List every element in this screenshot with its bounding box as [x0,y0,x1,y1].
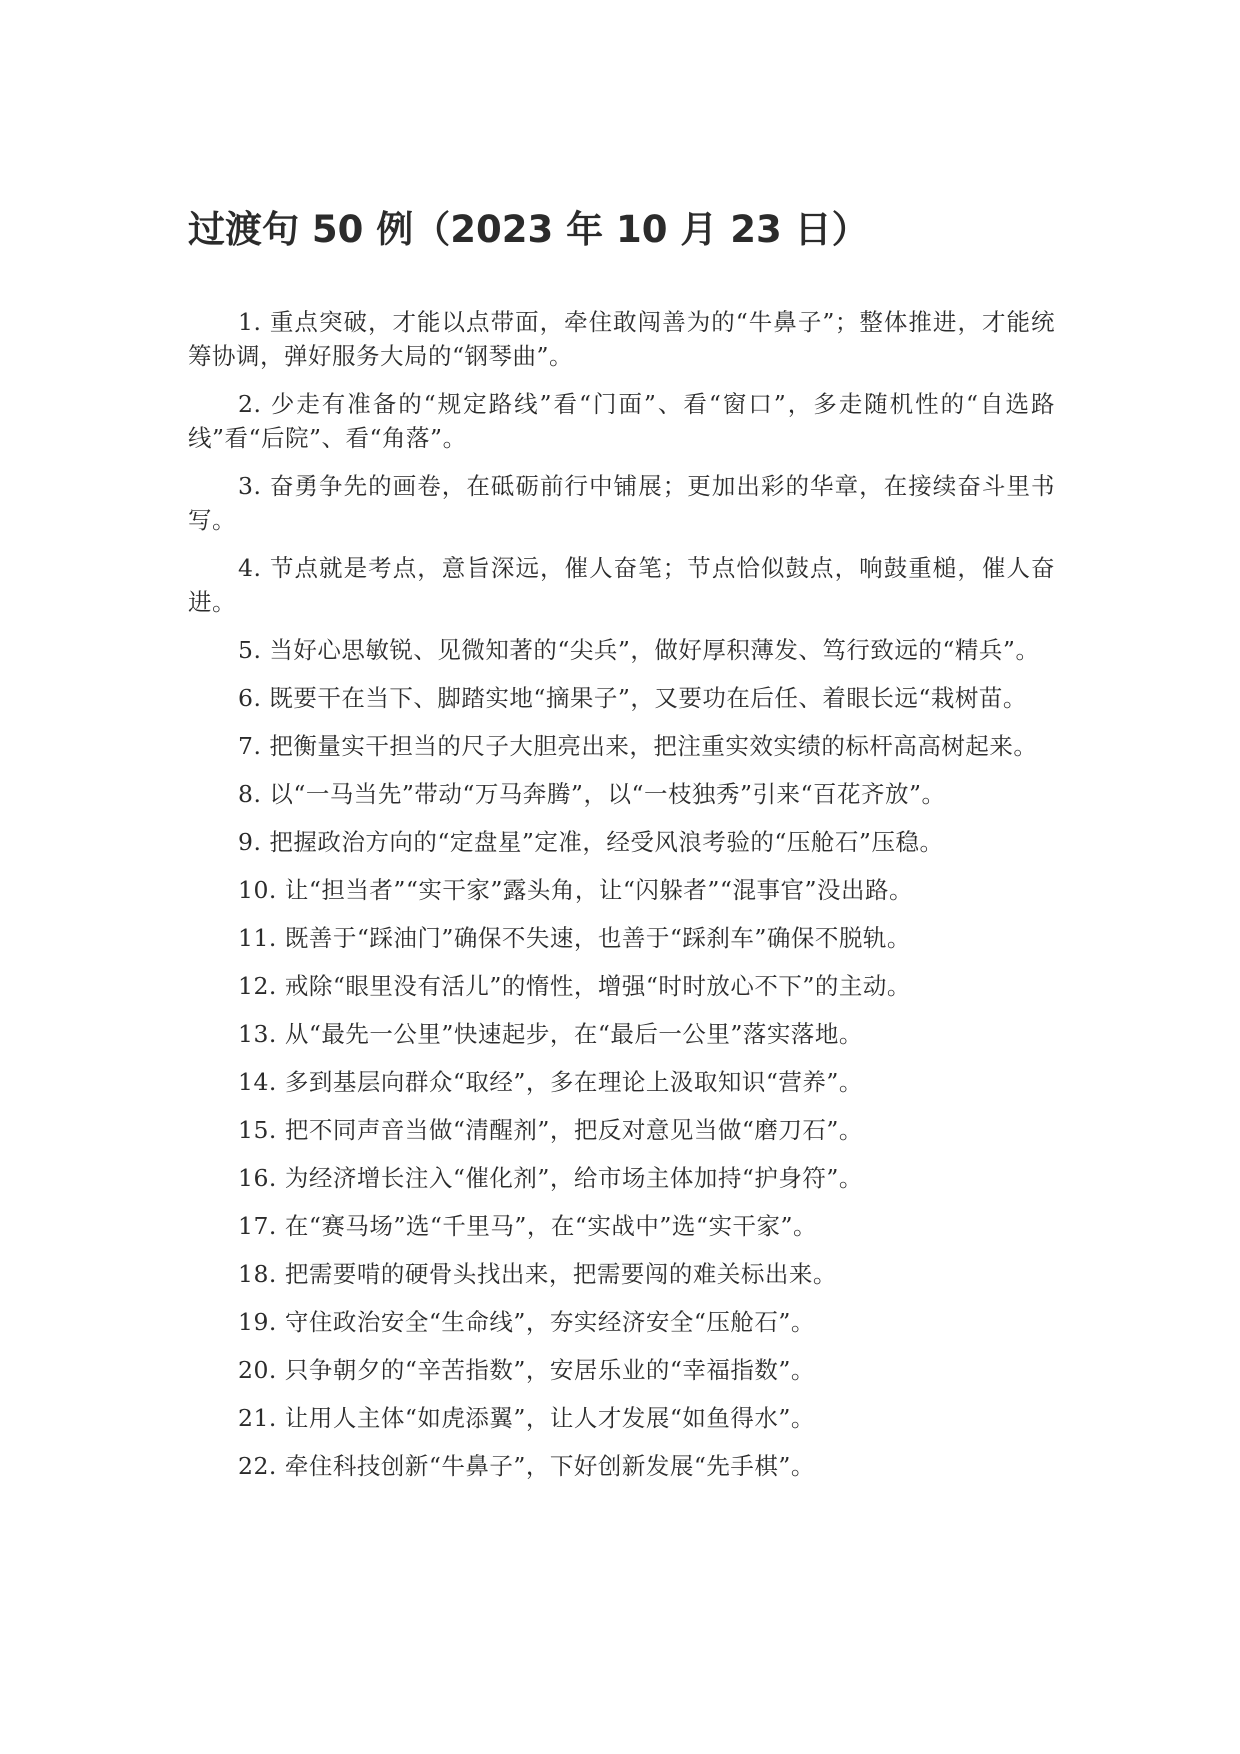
sentence-list [188,305,1055,1497]
list-item: 22. 牵住科技创新“牛鼻子”，下好创新发展“先手棋”。 [238,1452,815,1480]
document-title: 过渡句 50 例（2023 年 10 月 23 日） [188,208,869,251]
list-item: 5. 当好心思敏锐、见微知著的“尖兵”，做好厚积薄发、笃行致远的“精兵”。 [238,636,1040,664]
list-item: 6. 既要干在当下、脚踏实地“摘果子”，又要功在后任、着眼长远“栽树苗。 [238,684,1027,712]
list-item: 3. 奋勇争先的画卷，在砥砺前行中铺展；更加出彩的华章，在接续奋斗里书写。 [188,472,1055,534]
list-item: 18. 把需要啃的硬骨头找出来，把需要闯的难关标出来。 [238,1260,837,1288]
list-item: 14. 多到基层向群众“取经”，多在理论上汲取知识“营养”。 [238,1068,863,1096]
list-item: 4. 节点就是考点，意旨深远，催人奋笔；节点恰似鼓点，响鼓重槌，催人奋进。 [188,554,1055,616]
list-item: 7. 把衡量实干担当的尺子大胆亮出来，把注重实效实绩的标杆高高树起来。 [238,732,1038,760]
list-item: 19. 守住政治安全“生命线”，夯实经济安全“压舱石”。 [238,1308,815,1336]
list-item: 13. 从“最先一公里”快速起步，在“最后一公里”落实落地。 [238,1020,863,1048]
list-item: 21. 让用人主体“如虎添翼”，让人才发展“如鱼得水”。 [238,1404,815,1432]
list-item: 17. 在“赛马场”选“千里马”，在“实战中”选“实干家”。 [238,1212,817,1240]
list-item: 9. 把握政治方向的“定盘星”定准，经受风浪考验的“压舱石”压稳。 [238,828,944,856]
list-item: 12. 戒除“眼里没有活儿”的惰性，增强“时时放心不下”的主动。 [238,972,911,1000]
list-item: 10. 让“担当者”“实干家”露头角，让“闪躲者”“混事官”没出路。 [238,876,913,904]
list-item: 1. 重点突破，才能以点带面，牵住敢闯善为的“牛鼻子”；整体推进，才能统筹协调，弹好服务大局的“钢琴曲”。 [188,308,1055,370]
list-item: 8. 以“一马当先”带动“万马奔腾”，以“一枝独秀”引来“百花齐放”。 [238,780,946,808]
list-item: 20. 只争朝夕的“辛苦指数”，安居乐业的“幸福指数”。 [238,1356,815,1384]
list-item: 11. 既善于“踩油门”确保不失速，也善于“踩刹车”确保不脱轨。 [238,924,911,952]
list-item: 15. 把不同声音当做“清醒剂”，把反对意见当做“磨刀石”。 [238,1116,863,1144]
list-item: 2. 少走有准备的“规定路线”看“门面”、看“窗口”，多走随机性的“自选路线”看“后院”、看“角落”。 [188,390,1055,452]
list-item: 16. 为经济增长注入“催化剂”，给市场主体加持“护身符”。 [238,1164,863,1192]
